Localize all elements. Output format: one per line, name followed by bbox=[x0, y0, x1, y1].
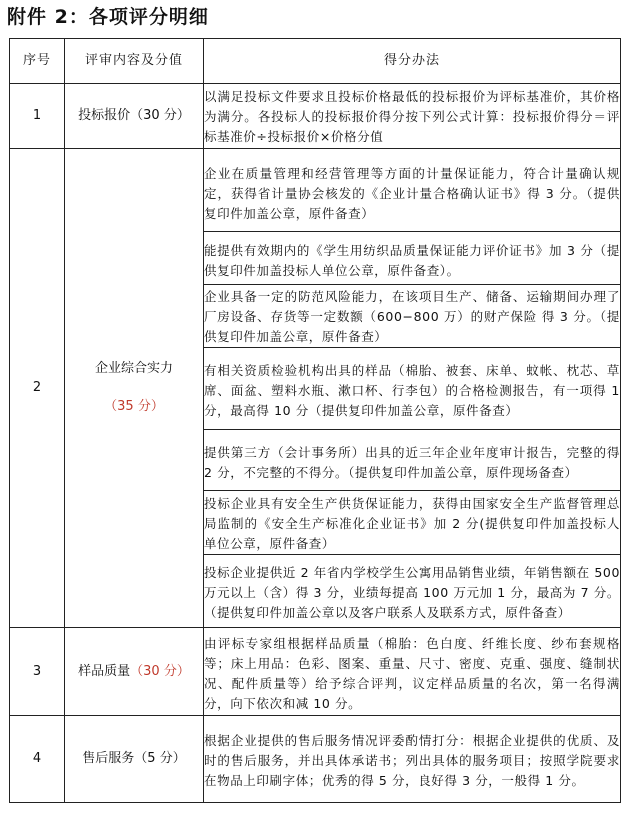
criteria-label: 样品质量 bbox=[78, 663, 131, 679]
method-cell: 投标企业具有安全生产供货保证能力，获得由国家安全生产监督管理总局监制的《安全生产标准化企业证书》加 2 分(提供复印件加盖投标人单位公章，原件备查） bbox=[204, 491, 621, 555]
row-criteria bbox=[65, 84, 204, 149]
row-index: 3 bbox=[10, 628, 65, 716]
method-cell: 企业具备一定的防范风险能力，在该项目生产、储备、运输期间办理了厂房设备、存货等一定数额（600−800 万）的财产保险 得 3 分。（提供复印件加盖公章，原件备查） bbox=[204, 285, 621, 348]
criteria-score: （30 分） bbox=[130, 663, 190, 679]
criteria-score: （35 分） bbox=[104, 399, 164, 414]
row-index: 1 bbox=[10, 84, 65, 149]
table-row bbox=[10, 84, 621, 149]
method-cell: 投标企业提供近 2 年省内学校学生公寓用品销售业绩，年销售额在 500 万元以上（含）得 3 分，业绩每提高 100 万元加 1 分，最高为 7 分。（提供复印件加盖公章以及客户联系人及联系方式，原件备查） bbox=[204, 555, 621, 628]
table-row bbox=[10, 149, 621, 232]
criteria-score: （30 分） bbox=[130, 108, 190, 123]
header-criteria: 评审内容及分值 bbox=[65, 39, 204, 84]
criteria-label: 企业综合实力 bbox=[94, 361, 173, 376]
table-header-row bbox=[10, 39, 621, 84]
scoring-table bbox=[9, 38, 621, 803]
criteria-label: 投标报价 bbox=[78, 108, 131, 123]
method-cell: 根据企业提供的售后服务情况评委酌情打分：根据企业提供的优质、及时的售后服务，并出具体承诺书；列出具体的服务项目；按照学院要求在物品上印刷字体；优秀的得 5 分，良好得 3 分，一般得 1 分。 bbox=[204, 716, 621, 803]
header-index: 序号 bbox=[10, 39, 65, 84]
row-criteria bbox=[65, 628, 204, 716]
method-cell: 企业在质量管理和经营管理等方面的计量保证能力，符合计量确认规定，获得省计量协会核发的《企业计量合格确认证书》得 3 分。（提供复印件加盖公章，原件备查） bbox=[204, 149, 621, 232]
method-cell: 有相关资质检验机构出具的样品（棉胎、被套、床单、蚊帐、枕芯、草席、面盆、塑料水瓶、漱口杯、行李包）的合格检测报告，有一项得 1 分，最高得 10 分（提供复印件加盖公章，原件备查） bbox=[204, 348, 621, 430]
criteria-score: （5 分） bbox=[134, 751, 186, 766]
row-index: 4 bbox=[10, 716, 65, 803]
criteria-label: 售后服务 bbox=[82, 751, 135, 766]
row-index: 2 bbox=[10, 149, 65, 628]
row-criteria bbox=[65, 149, 204, 628]
header-method: 得分办法 bbox=[204, 39, 621, 84]
method-cell: 以满足投标文件要求且投标价格最低的投标报价为评标基准价，其价格为满分。各投标人的投标报价得分按下列公式计算：投标报价得分＝评标基准价÷投标报价×价格分值 bbox=[204, 84, 621, 149]
method-cell: 能提供有效期内的《学生用纺织品质量保证能力评价证书》加 3 分（提供复印件加盖投标人单位公章，原件备查）。 bbox=[204, 232, 621, 285]
table-row bbox=[10, 628, 621, 716]
method-cell: 由评标专家组根据样品质量（棉胎：色白度、纤维长度、纱布套规格等；床上用品：色彩、图案、重量、尺寸、密度、克重、强度、缝制状况、配件质量等）给予综合评判，议定样品质量的名次，第一名得满分，向下依次和减 10 分。 bbox=[204, 628, 621, 716]
method-cell: 提供第三方（会计事务所）出具的近三年企业年度审计报告，完整的得 2 分，不完整的不得分。（提供复印件加盖公章，原件现场备查） bbox=[204, 430, 621, 491]
row-criteria bbox=[65, 716, 204, 803]
table-row bbox=[10, 716, 621, 803]
page-title: 附件 2：各项评分明细 bbox=[7, 6, 209, 28]
